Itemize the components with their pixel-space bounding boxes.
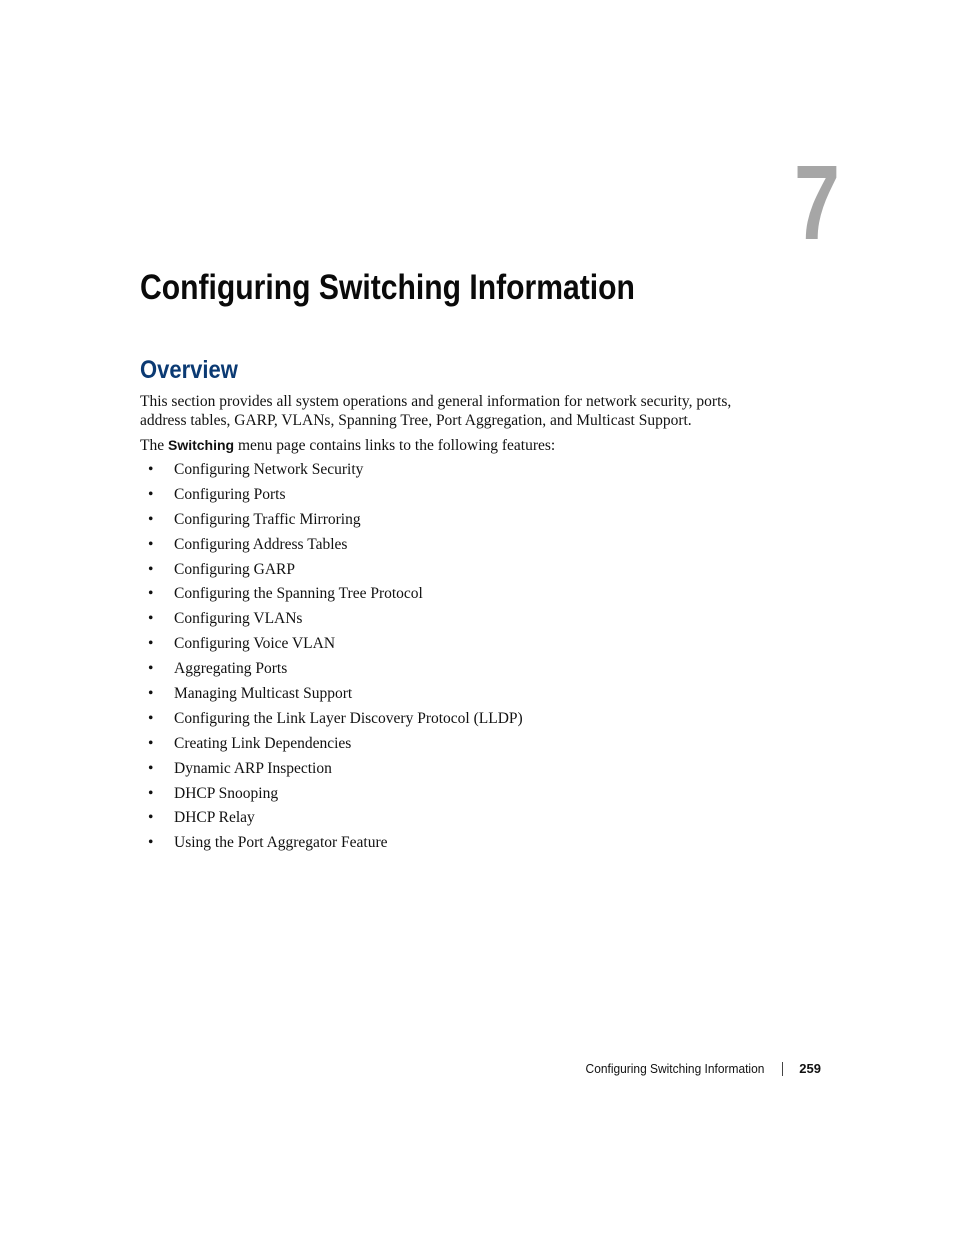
feature-label: Configuring Ports bbox=[174, 485, 286, 503]
list-item bbox=[146, 609, 523, 634]
list-item bbox=[146, 808, 523, 833]
section-heading-overview: Overview bbox=[140, 356, 238, 384]
feature-label: Creating Link Dependencies bbox=[174, 734, 352, 752]
bullet: • bbox=[148, 461, 154, 478]
list-item bbox=[146, 784, 523, 809]
list-item bbox=[146, 759, 523, 784]
bullet: • bbox=[148, 610, 154, 628]
feature-label: Configuring the Link Layer Discovery Protocol (LLDP) bbox=[174, 709, 523, 727]
bullet: • bbox=[148, 709, 154, 727]
list-item bbox=[146, 535, 523, 560]
feature-label: DHCP Snooping bbox=[174, 784, 279, 802]
menu-sentence-prefix: The bbox=[140, 437, 168, 454]
bullet: • bbox=[148, 734, 154, 752]
menu-sentence bbox=[140, 436, 780, 455]
bullet: • bbox=[148, 834, 154, 852]
bullet: • bbox=[148, 535, 154, 553]
list-item bbox=[146, 485, 523, 510]
list-item bbox=[146, 709, 523, 734]
list-item bbox=[146, 510, 523, 535]
feature-label: Configuring the Spanning Tree Protocol bbox=[174, 585, 423, 603]
bullet: • bbox=[148, 560, 154, 578]
bullet: • bbox=[148, 759, 154, 777]
list-item bbox=[146, 460, 523, 485]
list-item bbox=[146, 684, 523, 709]
feature-label: Dynamic ARP Inspection bbox=[174, 759, 332, 777]
feature-label: Configuring Address Tables bbox=[174, 535, 348, 553]
feature-label: DHCP Relay bbox=[174, 809, 255, 827]
bullet: • bbox=[148, 585, 154, 603]
menu-sentence-suffix: menu page contains links to the following features: bbox=[234, 437, 556, 454]
list-item bbox=[146, 560, 523, 585]
page-footer bbox=[570, 1061, 821, 1076]
bullet: • bbox=[148, 685, 154, 703]
feature-label: Configuring Traffic Mirroring bbox=[174, 510, 361, 528]
feature-label: Configuring VLANs bbox=[174, 610, 303, 628]
feature-list bbox=[146, 460, 523, 858]
footer-divider bbox=[782, 1062, 783, 1076]
page-number: 259 bbox=[799, 1061, 821, 1076]
list-item bbox=[146, 659, 523, 684]
feature-label: Configuring GARP bbox=[174, 560, 295, 578]
chapter-number: 7 bbox=[794, 144, 840, 262]
feature-label: Configuring Network Security bbox=[174, 461, 364, 478]
list-item bbox=[146, 634, 523, 659]
bullet: • bbox=[148, 635, 154, 653]
list-item bbox=[146, 584, 523, 609]
bullet: • bbox=[148, 485, 154, 503]
feature-label: Configuring Voice VLAN bbox=[174, 635, 336, 653]
list-item bbox=[146, 833, 523, 858]
bullet: • bbox=[148, 660, 154, 678]
overview-intro-paragraph: This section provides all system operations and general information for network security, ports, address tables, GARP, VLANs, Spanning Tree, Port Aggregation, and Multicast Support. bbox=[140, 393, 732, 429]
footer-running-title: Configuring Switching Information bbox=[585, 1061, 765, 1076]
feature-label: Managing Multicast Support bbox=[174, 685, 353, 703]
switching-menu-name: Switching bbox=[167, 437, 235, 453]
list-item bbox=[146, 734, 523, 759]
feature-label: Using the Port Aggregator Feature bbox=[174, 834, 388, 852]
chapter-title: Configuring Switching Information bbox=[140, 268, 635, 307]
bullet: • bbox=[148, 510, 154, 528]
feature-label: Aggregating Ports bbox=[174, 660, 288, 678]
bullet: • bbox=[148, 784, 154, 802]
bullet: • bbox=[148, 809, 154, 827]
